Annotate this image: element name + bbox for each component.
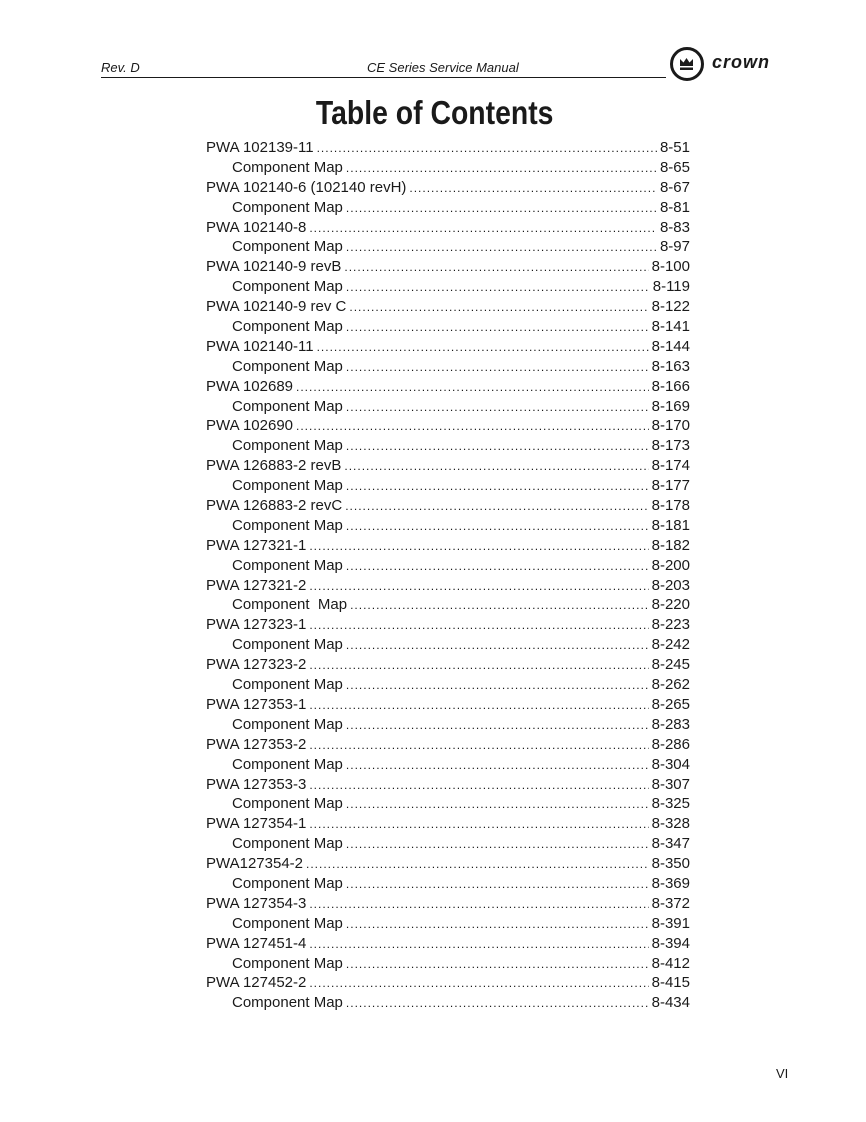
toc-entry[interactable] [206,297,690,317]
dot-leader [346,398,649,418]
toc-entry[interactable] [206,615,690,635]
toc-entry-page: 8-97 [659,238,690,256]
toc-entry-page: 8-67 [659,178,690,196]
toc-subentry[interactable] [206,993,690,1013]
toc-entry[interactable] [206,138,690,158]
toc-subentry[interactable] [206,198,690,218]
toc-entry-label: PWA 127452-2 [206,974,307,992]
dot-leader [309,696,648,716]
toc-entry-label: PWA 126883-2 revB [206,457,342,475]
toc-entry-page: 8-347 [651,835,690,853]
toc-entry-page: 8-283 [651,715,690,733]
dot-leader [346,835,649,855]
dot-leader [346,994,649,1014]
header-revision: Rev. D [101,60,140,75]
dot-leader [349,298,648,318]
toc-entry[interactable] [206,178,690,198]
toc-entry-page: 8-181 [651,516,690,534]
toc-entry[interactable] [206,695,690,715]
dot-leader [346,875,649,895]
toc-entry-label: Component Map [232,198,343,216]
toc-entry-label: Component Map [232,835,343,853]
toc-entry-page: 8-369 [651,874,690,892]
toc-entry[interactable] [206,934,690,954]
toc-entry-label: Component Map [232,397,343,415]
toc-entry-label: Component Map [232,516,343,534]
dot-leader [309,616,648,636]
dot-leader [309,656,648,676]
dot-leader [317,338,649,358]
toc-entry-label: Component Map [232,874,343,892]
toc-subentry[interactable] [206,516,690,536]
toc-subentry[interactable] [206,357,690,377]
toc-entry[interactable] [206,894,690,914]
brand-logo [670,47,795,89]
toc-entry-page: 8-203 [651,576,690,594]
toc-subentry[interactable] [206,635,690,655]
toc-subentry[interactable] [206,476,690,496]
toc-subentry[interactable] [206,715,690,735]
brand-wordmark: crown [712,52,771,72]
dot-leader [309,219,657,239]
toc-entry-label: PWA 127321-2 [206,576,307,594]
toc-subentry[interactable] [206,874,690,894]
dot-leader [346,955,649,975]
footer-page-number: VI [776,1066,789,1081]
dot-leader [346,477,649,497]
toc-entry[interactable] [206,655,690,675]
toc-entry-label: PWA 127323-1 [206,616,307,634]
dot-leader [309,974,648,994]
toc-entry[interactable] [206,536,690,556]
dot-leader [306,855,649,875]
toc-entry[interactable] [206,456,690,476]
toc-entry-page: 8-245 [651,656,690,674]
dot-leader [346,795,649,815]
dot-leader [346,676,649,696]
toc-entry-page: 8-372 [651,894,690,912]
toc-subentry[interactable] [206,237,690,257]
dot-leader [346,199,657,219]
toc-entry-page: 8-83 [659,218,690,236]
toc-entry-page: 8-122 [651,298,690,316]
toc-entry-label: PWA 127353-1 [206,695,307,713]
toc-entry-label: Component Map [232,357,343,375]
dot-leader [350,596,649,616]
toc-entry-label: PWA 102140-9 rev C [206,298,347,316]
toc-entry-page: 8-265 [651,695,690,713]
toc-subentry[interactable] [206,675,690,695]
toc-entry-page: 8-328 [651,815,690,833]
crown-icon [670,47,704,81]
toc-entry-page: 8-177 [651,477,690,495]
toc-entry-page: 8-81 [659,198,690,216]
toc-entry-label: Component Map [232,715,343,733]
toc-entry-page: 8-169 [651,397,690,415]
dot-leader [296,378,649,398]
toc-entry-label: Component Map [232,596,348,614]
toc-entry-label: PWA 102139-11 [206,139,314,156]
toc-entry-page: 8-286 [651,735,690,753]
toc-entry-page: 8-415 [651,974,690,992]
toc-subentry[interactable] [206,277,690,297]
dot-leader [309,736,648,756]
dot-leader [346,915,649,935]
toc-entry-label: Component Map [232,158,343,176]
toc-entry-label: Component Map [232,994,343,1012]
toc-entry[interactable] [206,814,690,834]
toc-entry-label: PWA 102140-11 [206,337,314,355]
toc-entry-label: Component Map [232,318,343,336]
toc-entry-label: Component Map [232,755,343,773]
toc-entry-label: PWA 127321-1 [206,536,307,554]
toc-entry-page: 8-223 [651,616,690,634]
toc-entry[interactable] [206,735,690,755]
toc-subentry[interactable] [206,397,690,417]
toc-entry-page: 8-350 [651,855,690,873]
toc-subentry[interactable] [206,595,690,615]
toc-entry-label: Component Map [232,437,343,455]
dot-leader [309,815,648,835]
toc-entry[interactable] [206,218,690,238]
toc-entry-label: Component Map [232,914,343,932]
toc-entry-page: 8-173 [651,437,690,455]
toc-entry-label: Component Map [232,954,343,972]
dot-leader [346,517,649,537]
toc-entry-page: 8-178 [651,497,690,515]
toc-entry-page: 8-200 [651,556,690,574]
toc-entry-page: 8-144 [651,337,690,355]
toc-entry-label: Component Map [232,238,343,256]
toc-entry-label: PWA 127354-3 [206,894,307,912]
toc-entry-label: Component Map [232,477,343,495]
toc-entry-label: Component Map [232,636,343,654]
toc-entry-page: 8-262 [651,676,690,694]
toc-subentry[interactable] [206,914,690,934]
toc-subentry[interactable] [206,954,690,974]
dot-leader [346,159,657,179]
toc-entry-page: 8-304 [651,755,690,773]
toc-entry-label: PWA 127451-4 [206,934,307,952]
toc-entry-page: 8-166 [651,377,690,395]
dot-leader [309,935,648,955]
toc-subentry[interactable] [206,556,690,576]
toc-entry-label: Component Map [232,556,343,574]
toc-entry-page: 8-65 [659,158,690,176]
dot-leader [346,636,649,656]
toc-entry-page: 8-174 [651,457,690,475]
toc-entry-label: PWA 127353-2 [206,735,307,753]
toc-entry[interactable] [206,775,690,795]
dot-leader [344,258,648,278]
toc-entry-label: Component Map [232,676,343,694]
toc-entry[interactable] [206,416,690,436]
toc-entry[interactable] [206,496,690,516]
toc-entry-label: PWA 102140-8 [206,218,307,236]
toc-subentry[interactable] [206,436,690,456]
toc-entry-page: 8-434 [651,994,690,1012]
toc-subentry[interactable] [206,794,690,814]
toc-entry-page: 8-51 [659,139,690,156]
toc-entry-page: 8-307 [651,775,690,793]
toc-subentry[interactable] [206,755,690,775]
toc-entry-page: 8-182 [651,536,690,554]
toc-entry-page: 8-325 [651,795,690,813]
page-title: Table of Contents [315,94,554,131]
toc-subentry[interactable] [206,834,690,854]
dot-leader [309,537,648,557]
dot-leader [346,358,649,378]
toc-entry[interactable] [206,257,690,277]
dot-leader [309,776,648,796]
dot-leader [346,557,649,577]
dot-leader [296,417,649,437]
toc-entry-label: PWA 102140-6 (102140 revH) [206,178,407,196]
dot-leader [409,179,657,199]
toc-entry-label: Component Map [232,795,343,813]
dot-leader [317,139,657,159]
toc-entry-label: PWA 102689 [206,377,294,395]
dot-leader [344,457,648,477]
dot-leader [346,437,649,457]
toc-entry-label: PWA 127354-1 [206,815,307,833]
toc-entry-label: PWA127354-2 [206,855,304,873]
toc-subentry[interactable] [206,158,690,178]
dot-leader [346,716,649,736]
toc-entry-page: 8-242 [651,636,690,654]
toc-entry-label: PWA 127323-2 [206,656,307,674]
toc-entry-page: 8-220 [651,596,690,614]
toc-entry[interactable] [206,576,690,596]
toc-entry-label: PWA 102690 [206,417,294,435]
toc-entry-label: Component Map [232,278,343,296]
toc-entry-label: PWA 127353-3 [206,775,307,793]
toc-entry[interactable] [206,973,690,993]
toc-entry-page: 8-119 [652,278,690,296]
dot-leader [309,577,648,597]
header-rule [101,77,666,78]
toc-entry[interactable] [206,337,690,357]
toc-entry-label: PWA 102140-9 revB [206,258,342,276]
dot-leader [346,318,649,338]
header-title: CE Series Service Manual [367,60,519,75]
toc-entry-page: 8-100 [651,258,690,276]
toc-entry-page: 8-170 [651,417,690,435]
toc-entry[interactable] [206,854,690,874]
toc-entry-page: 8-412 [651,954,690,972]
toc-entry[interactable] [206,377,690,397]
toc-entry-page: 8-394 [651,934,690,952]
toc-subentry[interactable] [206,317,690,337]
toc-entry-label: PWA 126883-2 revC [206,497,343,515]
dot-leader [345,497,648,517]
dot-leader [309,895,648,915]
toc-entry-page: 8-163 [651,357,690,375]
dot-leader [346,756,649,776]
dot-leader [346,238,657,258]
dot-leader [346,278,650,298]
toc-entry-page: 8-141 [651,318,690,336]
toc-entry-page: 8-391 [651,914,690,932]
toc-list [206,138,690,1013]
